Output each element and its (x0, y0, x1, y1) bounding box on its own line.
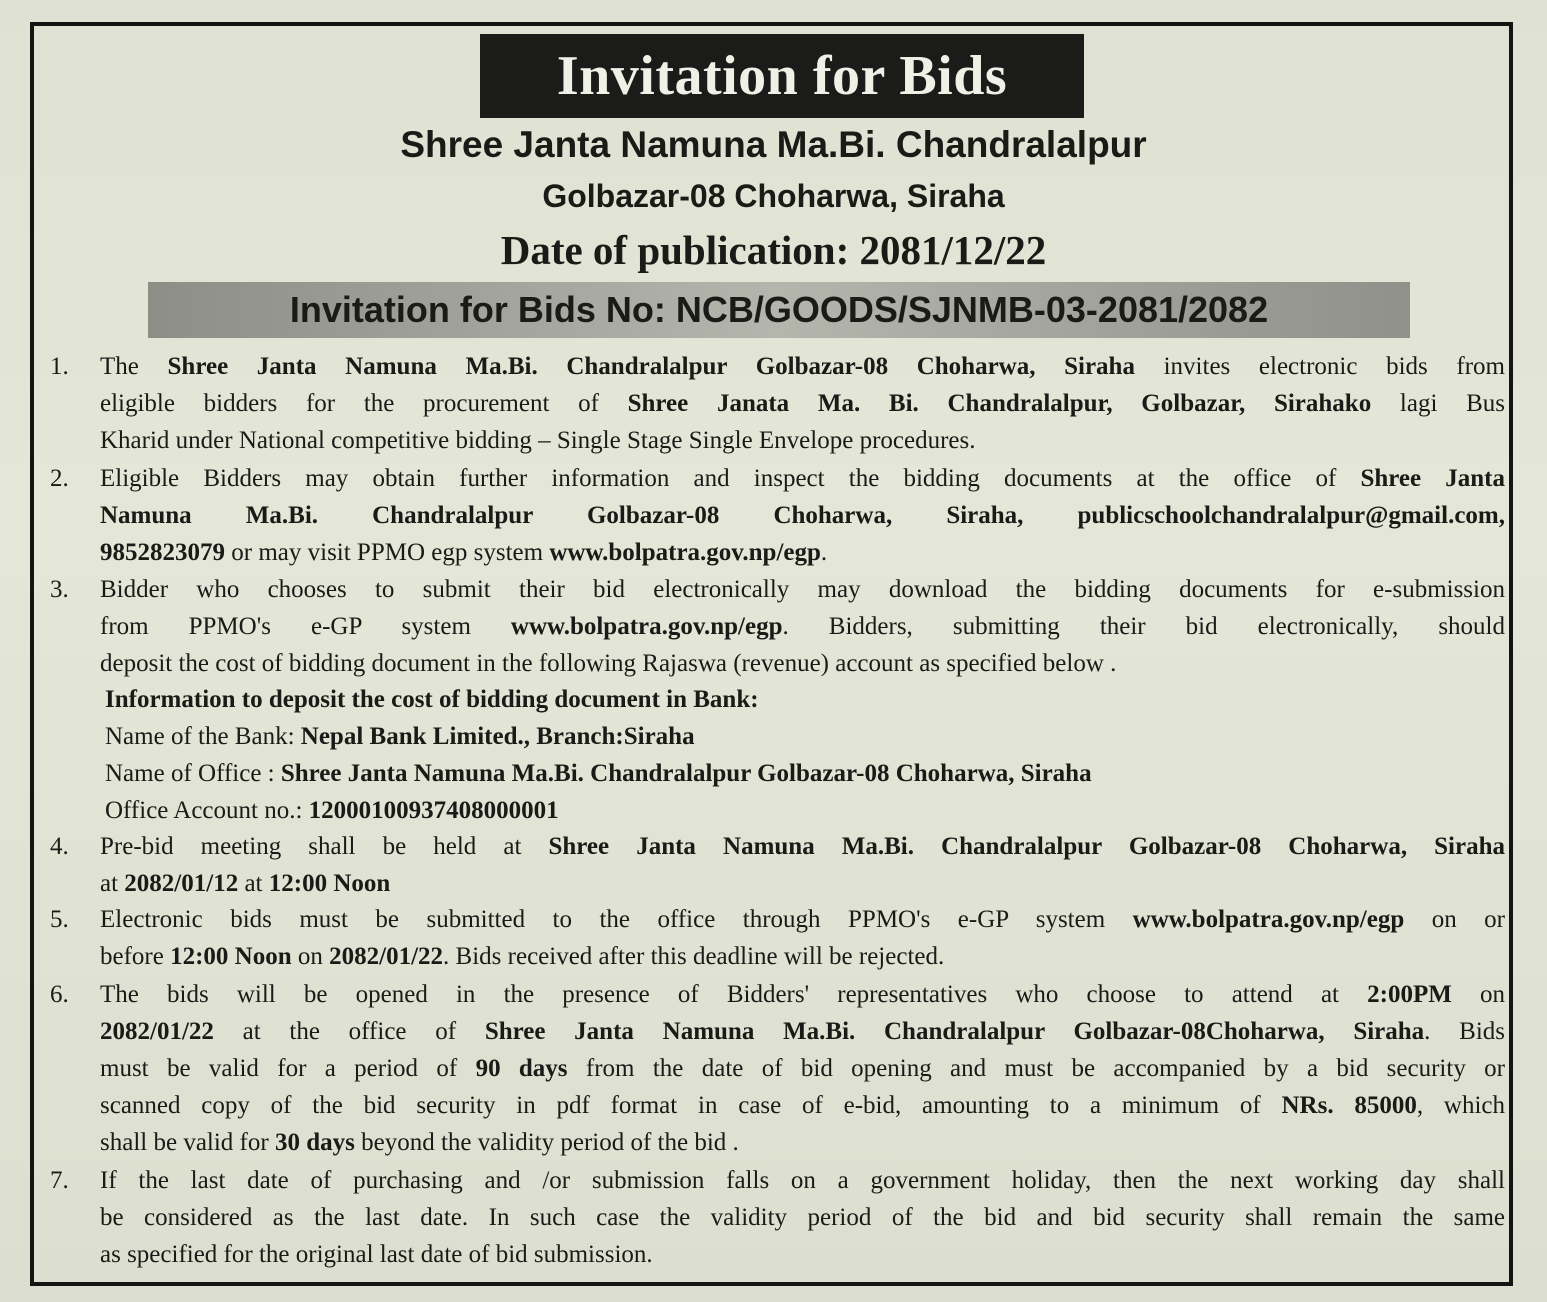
item-line (100, 938, 1505, 975)
text: , which (1416, 1092, 1505, 1119)
bold-text: Shree Janata Ma. Bi. Chandralalpur, Golbazar, Sirahako (627, 390, 1372, 417)
item-line (100, 976, 1505, 1013)
publication-date: Date of publication: 2081/12/22 (500, 227, 1047, 273)
item-line (100, 608, 1505, 645)
text: before (100, 943, 171, 970)
bid-number-banner: Invitation for Bids No: NCB/GOODS/SJNMB-03-2081/2082 (148, 282, 1410, 338)
bold-text: 9852823079 (100, 539, 225, 566)
text: The (100, 353, 168, 380)
text: Eligible Bidders may obtain further information and inspect the bidding documents at the office of (100, 465, 1361, 492)
text: Kharid under National competitive bidding – Single Stage Single Envelope procedures. (100, 427, 976, 454)
bold-text: www.bolpatra.gov.np/egp (1132, 906, 1405, 933)
text: eligible bidders for the procurement of (100, 390, 628, 417)
text: The bids will be opened in the presence of Bidders' representatives who choose to attend at (100, 981, 1368, 1008)
text: on (1451, 981, 1505, 1008)
item-line (100, 348, 1505, 385)
bold-text: Shree Janta Namuna Ma.Bi. Chandralalpur Golbazar-08 Choharwa, Siraha (548, 833, 1505, 860)
bold-text: 2082/01/22 (100, 1018, 214, 1045)
item-number: 6. (50, 981, 69, 1008)
text: on (291, 943, 330, 970)
text: . Bids (1424, 1018, 1506, 1045)
item-number: 1. (50, 353, 69, 380)
text: at the office of (213, 1018, 485, 1045)
item-line (100, 1087, 1505, 1124)
item-line (100, 422, 1505, 459)
item-number: 3. (50, 576, 69, 603)
item-number: 2. (50, 465, 69, 492)
bold-text: Shree Janta Namuna Ma.Bi. Chandralalpur Golbazar-08 Choharwa, Siraha (167, 353, 1135, 380)
bold-text: NRs. 85000 (1281, 1092, 1417, 1119)
item-line (100, 497, 1505, 534)
item-line (100, 901, 1505, 938)
text: or may visit PPMO egp system (225, 539, 550, 566)
text: must be valid for a period of (100, 1055, 476, 1082)
text: invites electronic bids from (1134, 353, 1506, 380)
item-line (100, 865, 1505, 902)
item-text (100, 901, 1505, 975)
notice-title: Invitation for Bids (480, 34, 1084, 118)
text: . Bidders, submitting their bid electronically, should (782, 613, 1505, 640)
text: as specified for the original last date of bid submission. (100, 1241, 653, 1268)
office-name-line: Name of Office : Shree Janta Namuna Ma.Bi. Chandralalpur Golbazar-08 Choharwa, Siraha (105, 760, 1092, 787)
bold-text: 12:00 Noon (268, 870, 391, 897)
bold-text: 90 days (475, 1055, 568, 1082)
text: . (820, 539, 828, 566)
item-line (100, 645, 1505, 682)
organization-address: Golbazar-08 Choharwa, Siraha (542, 178, 1005, 214)
bold-text: 2082/01/22 (329, 943, 444, 970)
text: . Bids received after this deadline will be rejected. (443, 943, 945, 970)
item-text (100, 976, 1505, 1161)
item-text (100, 571, 1505, 682)
text: at (100, 870, 125, 897)
item-number: 4. (50, 833, 69, 860)
item-line (100, 1236, 1505, 1273)
office-account-line: Office Account no.: 12000100937408000001 (105, 797, 559, 824)
bold-text: Shree Janta Namuna Ma.Bi. Chandralalpur Golbazar-08Choharwa, Siraha (484, 1018, 1425, 1045)
item-text (100, 348, 1505, 459)
text: from the date of bid opening and must be accompanied by a bid security or (567, 1055, 1505, 1082)
bold-text: Shree Janta (1360, 465, 1505, 492)
item-line (100, 534, 1505, 571)
text: scanned copy of the bid security in pdf format in case of e-bid, amounting to a minimum of (100, 1092, 1282, 1119)
text: be considered as the last date. In such case the validity period of the bid and bid security shall remain the same (100, 1204, 1505, 1231)
item-line (100, 571, 1505, 608)
bold-text: Namuna Ma.Bi. Chandralalpur Golbazar-08 Choharwa, Siraha, publicschoolchandralalpur@gmail.com, (100, 502, 1505, 529)
bold-text: www.bolpatra.gov.np/egp (510, 613, 783, 640)
text: Pre-bid meeting shall be held at (100, 833, 549, 860)
item-text (100, 828, 1505, 902)
organization-name: Shree Janta Namuna Ma.Bi. Chandralalpur (400, 124, 1147, 165)
bold-text: 2:00PM (1367, 981, 1452, 1008)
text: from PPMO's e-GP system (100, 613, 511, 640)
item-number: 5. (50, 906, 69, 933)
text: Bidder who chooses to submit their bid electronically may download the bidding documents for e-submission (100, 576, 1505, 603)
item-line (100, 1162, 1505, 1199)
text: on or (1404, 906, 1505, 933)
text: shall be valid for (100, 1129, 275, 1156)
item-text (100, 460, 1505, 571)
text: at (238, 870, 269, 897)
text: lagi Bus (1371, 390, 1505, 417)
item-line (100, 385, 1505, 422)
bold-text: 12:00 Noon (170, 943, 292, 970)
bold-text: www.bolpatra.gov.np/egp (549, 539, 821, 566)
item-line (100, 1124, 1505, 1161)
item-line (100, 1199, 1505, 1236)
bank-name-line: Name of the Bank: Nepal Bank Limited., Branch:Siraha (105, 723, 695, 750)
item-line (100, 460, 1505, 497)
bold-text: 2082/01/12 (124, 870, 239, 897)
item-line (100, 1013, 1505, 1050)
text: beyond the validity period of the bid . (354, 1129, 739, 1156)
item-text (100, 1162, 1505, 1273)
bank-info-heading: Information to deposit the cost of bidding document in Bank: (105, 686, 759, 713)
item-number: 7. (50, 1167, 69, 1194)
item-line (100, 828, 1505, 865)
text: If the last date of purchasing and /or submission falls on a government holiday, then the next working day shall (100, 1167, 1505, 1194)
bold-text: 30 days (274, 1129, 355, 1156)
item-line (100, 1050, 1505, 1087)
text: deposit the cost of bidding document in the following Rajaswa (revenue) account as specified below . (100, 650, 1117, 677)
text: Electronic bids must be submitted to the office through PPMO's e-GP system (100, 906, 1133, 933)
